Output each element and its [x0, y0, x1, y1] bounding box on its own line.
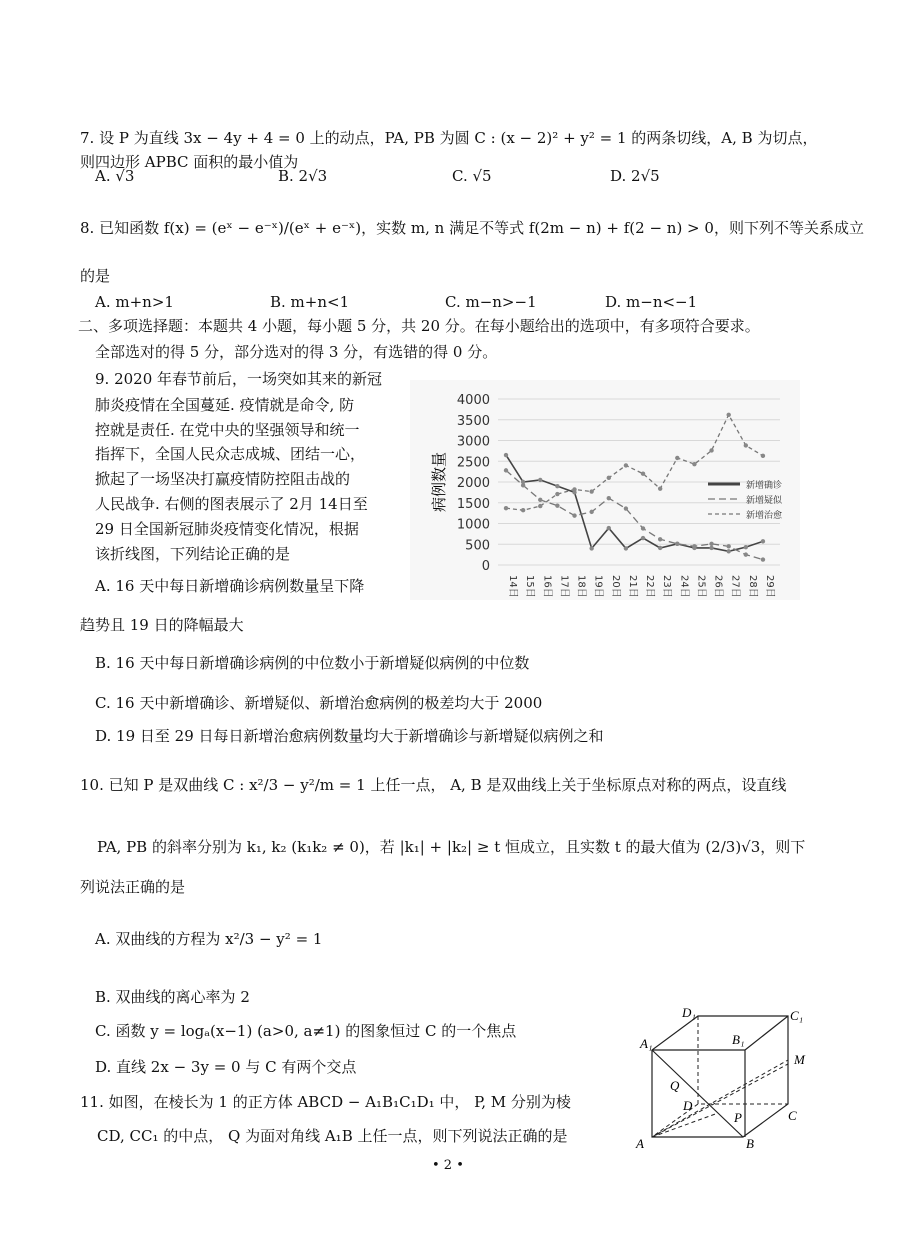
label-a: A	[636, 1136, 644, 1150]
q8-option-a: A. m+n>1	[95, 293, 174, 311]
data-point	[538, 498, 542, 502]
x-tick-label: 28日	[746, 575, 758, 598]
data-point	[744, 552, 748, 556]
q11-line2: CD, CC₁ 的中点， Q 为面对角线 A₁B 上任一点，则下列说法正确的是	[97, 1127, 568, 1145]
x-tick-label: 15日	[524, 575, 536, 598]
line-chart	[410, 380, 800, 600]
q9-option-b: B. 16 天中每日新增确诊病例的中位数小于新增疑似病例的中位数	[95, 654, 530, 672]
data-point	[744, 443, 748, 447]
label-q: Q	[670, 1078, 680, 1093]
q8-line1: 8. 已知函数 f(x) = (eˣ − e⁻ˣ)/(eˣ + e⁻ˣ)，实数 m, n 满足不等式 f(2m − n) + f(2 − n) > 0，则下列不等关系成立	[80, 219, 864, 237]
data-point	[658, 537, 662, 541]
x-tick-label: 21日	[626, 575, 638, 598]
label-a1: A₁	[640, 1036, 653, 1051]
data-point	[607, 526, 611, 530]
q11-line1: 11. 如图，在棱长为 1 的正方体 ABCD − A₁B₁C₁D₁ 中， P, M 分别为棱	[80, 1093, 571, 1111]
label-p: P	[734, 1110, 742, 1125]
cube-figure	[630, 1000, 830, 1150]
q9-option-a-cont: 趋势且 19 日的降幅最大	[80, 616, 244, 634]
data-point	[589, 510, 593, 514]
y-tick-label: 3000	[456, 434, 490, 450]
x-tick-label: 17日	[558, 575, 570, 598]
data-point	[555, 484, 559, 488]
data-point	[538, 478, 542, 482]
y-tick-label: 4000	[456, 393, 490, 408]
data-point	[504, 468, 508, 472]
q8-option-b: B. m+n<1	[270, 293, 350, 311]
data-point	[658, 486, 662, 490]
data-point	[658, 546, 662, 550]
data-point	[692, 544, 696, 548]
data-point	[726, 549, 730, 553]
q10-option-c: C. 函数 y = logₐ(x−1) (a>0, a≠1) 的图象恒过 C 的一个焦点	[95, 1022, 517, 1040]
q10-line1: 10. 已知 P 是双曲线 C : x²/3 − y²/m = 1 上任一点， A, B 是双曲线上关于坐标原点对称的两点，设直线	[80, 776, 787, 794]
data-point	[624, 546, 628, 550]
q7-option-d: D. 2√5	[610, 167, 660, 185]
data-point	[761, 539, 765, 543]
data-point	[555, 492, 559, 496]
page-number: • 2 •	[432, 1158, 464, 1173]
section2-note: 全部选对的得 5 分，部分选对的得 3 分，有选错的得 0 分。	[95, 343, 498, 361]
data-point	[709, 546, 713, 550]
q10-line2: PA, PB 的斜率分别为 k₁, k₂ (k₁k₂ ≠ 0)，若 |k₁| + |k₂| ≥ t 恒成立，且实数 t 的最大值为 (2/3)√3，则下	[97, 838, 806, 856]
q9-line: 该折线图，下列结论正确的是	[95, 545, 291, 563]
data-point	[504, 453, 508, 457]
q9-line: 9. 2020 年春节前后，一场突如其来的新冠	[95, 370, 383, 388]
y-tick-label: 1000	[456, 517, 490, 533]
y-tick-label: 1500	[456, 496, 490, 512]
data-point	[692, 462, 696, 466]
y-tick-label: 2500	[456, 455, 490, 471]
x-tick-label: 14日	[507, 575, 518, 598]
q9-option-a: A. 16 天中每日新增确诊病例数量呈下降	[95, 577, 365, 595]
q9-line: 控就是责任. 在党中央的坚强领导和统一	[95, 421, 360, 439]
x-tick-label: 25日	[695, 575, 707, 598]
x-tick-label: 16日	[541, 575, 553, 598]
data-point	[744, 545, 748, 549]
x-tick-label: 20日	[609, 575, 621, 598]
data-point	[538, 504, 542, 508]
data-point	[641, 526, 645, 530]
q10-option-d: D. 直线 2x − 3y = 0 与 C 有两个交点	[95, 1058, 357, 1076]
label-b: B	[746, 1136, 754, 1150]
q8-option-d: D. m−n<−1	[605, 293, 698, 311]
data-point	[555, 503, 559, 507]
legend-label: 新增确诊	[746, 481, 783, 491]
legend-label: 新增治愈	[746, 511, 783, 521]
q7-line1: 7. 设 P 为直线 3x − 4y + 4 = 0 上的动点，PA, PB 为圆 C : (x − 2)² + y² = 1 的两条切线，A, B 为切点，	[80, 129, 818, 147]
x-tick-label: 18日	[575, 575, 587, 598]
y-tick-label: 3500	[456, 413, 490, 429]
q7-line2: 则四边形 APBC 面积的最小值为	[80, 153, 299, 171]
q10-option-b: B. 双曲线的离心率为 2	[95, 988, 250, 1006]
data-point	[572, 513, 576, 517]
q8-option-c: C. m−n>−1	[445, 293, 537, 311]
y-axis-label: 病例数量	[430, 451, 448, 513]
q8-line2: 的是	[80, 267, 111, 285]
data-point	[589, 546, 593, 550]
data-point	[521, 508, 525, 512]
x-tick-label: 23日	[661, 575, 673, 598]
data-point	[589, 489, 593, 493]
y-tick-label: 0	[481, 559, 490, 574]
data-point	[572, 487, 576, 491]
data-point	[624, 463, 628, 467]
q9-line: 掀起了一场坚决打赢疫情防控阻击战的	[95, 470, 351, 488]
data-point	[726, 544, 730, 548]
q7-option-b: B. 2√3	[278, 167, 328, 185]
q10-line3: 列说法正确的是	[80, 878, 186, 896]
q9-line: 29 日全国新冠肺炎疫情变化情况，根据	[95, 520, 359, 538]
q9-line: 肺炎疫情在全国蔓延. 疫情就是命令, 防	[95, 396, 355, 414]
data-point	[504, 506, 508, 510]
section2-heading: 二、多项选择题：本题共 4 小题，每小题 5 分，共 20 分。在每小题给出的选项中，有多项符合要求。	[78, 317, 760, 335]
data-point	[726, 413, 730, 417]
x-tick-label: 29日	[763, 575, 775, 598]
data-point	[675, 542, 679, 546]
label-c1: C₁	[790, 1008, 804, 1023]
data-point	[607, 496, 611, 500]
label-m: M	[794, 1052, 805, 1067]
x-tick-label: 27日	[729, 575, 741, 598]
data-point	[675, 456, 679, 460]
q10-option-a: A. 双曲线的方程为 x²/3 − y² = 1	[95, 930, 323, 948]
data-point	[641, 536, 645, 540]
label-d: D	[683, 1098, 693, 1113]
q9-option-c: C. 16 天中新增确诊、新增疑似、新增治愈病例的极差均大于 2000	[95, 694, 543, 712]
q9-line: 指挥下，全国人民众志成城、团结一心，	[95, 445, 366, 463]
data-point	[641, 472, 645, 476]
data-point	[624, 506, 628, 510]
legend-label: 新增疑似	[746, 496, 783, 506]
data-point	[761, 557, 765, 561]
data-point	[709, 448, 713, 452]
data-point	[607, 476, 611, 480]
label-c: C	[788, 1108, 797, 1123]
y-tick-label: 2000	[456, 476, 490, 491]
q7-option-c: C. √5	[452, 167, 492, 185]
x-tick-label: 26日	[712, 575, 724, 598]
q7-option-a: A. √3	[95, 167, 135, 185]
cube-edges	[652, 1016, 788, 1137]
data-point	[521, 483, 525, 487]
label-b1: B₁	[732, 1032, 745, 1047]
data-point	[761, 454, 765, 458]
x-tick-label: 19日	[592, 575, 604, 598]
data-point	[709, 542, 713, 546]
x-tick-label: 24日	[678, 575, 690, 598]
y-tick-label: 500	[465, 538, 490, 554]
label-d1: D₁	[682, 1005, 696, 1020]
q9-option-d: D. 19 日至 29 日每日新增治愈病例数量均大于新增确诊与新增疑似病例之和	[95, 727, 604, 745]
q9-line: 人民战争. 右侧的图表展示了 2月 14日至	[95, 495, 368, 513]
x-tick-label: 22日	[644, 575, 656, 598]
